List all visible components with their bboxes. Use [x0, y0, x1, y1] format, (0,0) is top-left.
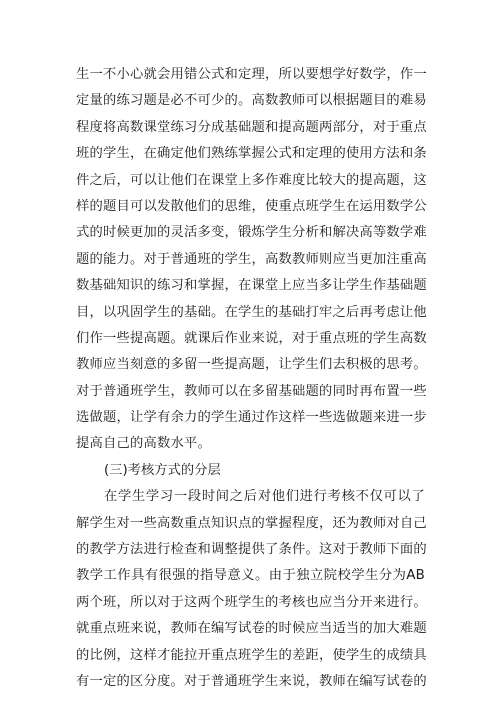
text-line: 提高自己的高数水平。 — [76, 436, 211, 452]
paragraph-exercise-layering — [76, 62, 425, 458]
text-line: 目，以巩固学生的基础。在学生的基础打牢之后再考虑让他 — [76, 304, 427, 320]
text-line: 教师应当刻意的多留一些提高题，让学生们去积极的思考。 — [76, 357, 427, 373]
text-line: 件之后，可以让他们在课堂上多作难度比较大的提高题，这 — [76, 172, 427, 188]
paragraph-assessment-layering — [76, 484, 425, 695]
text-line: 们作一些提高题。就课后作业来说，对于重点班的学生高数 — [76, 330, 427, 346]
text-line: 的教学方法进行检查和调整提供了条件。这对于教师下面的 — [76, 542, 427, 558]
text-line: 定量的练习题是必不可少的。高数教师可以根据题目的难易 — [76, 93, 427, 109]
text-line: 样的题目可以发散他们的思维，使重点班学生在运用数学公 — [76, 198, 427, 214]
document-page — [76, 62, 425, 695]
text-line: 解学生对一些高数重点知识点的掌握程度，还为教师对自己 — [76, 515, 427, 531]
text-line: 有一定的区分度。对于普通班学生来说，教师在编写试卷的 — [76, 673, 427, 689]
section-heading: (三)考核方式的分层 — [104, 462, 221, 478]
text-line: 在学生学习一段时间之后对他们进行考核不仅可以了 — [76, 489, 425, 505]
text-line: 对于普通班学生，教师可以在多留基础题的同时再布置一些 — [76, 383, 427, 399]
text-line: 的比例，这样才能拉开重点班学生的差距，使学生的成绩具 — [76, 647, 427, 663]
text-line: 生一不小心就会用错公式和定理，所以要想学好数学，作一 — [76, 67, 427, 82]
text-line: 题的能力。对于普通班的学生，高数教师则应当更加注重高 — [76, 251, 427, 267]
text-line: 程度将高数课堂练习分成基础题和提高题两部分，对于重点 — [76, 119, 427, 135]
text-line: 教学工作具有很强的指导意义。由于独立院校学生分为AB — [76, 568, 425, 584]
text-line: 班的学生，在确定他们熟练掌握公式和定理的使用方法和条 — [76, 146, 427, 162]
text-line: 式的时候更加的灵活多变，锻炼学生分析和解决高等数学难 — [76, 225, 427, 241]
text-line: 就重点班来说，教师在编写试卷的时候应当适当的加大难题 — [76, 621, 427, 637]
text-line: 两个班，所以对于这两个班学生的考核也应当分开来进行。 — [76, 594, 427, 610]
text-line: 选做题，让学有余力的学生通过作这样一些选做题来进一步 — [76, 410, 427, 426]
text-line: 数基础知识的练习和掌握，在课堂上应当多让学生作基础题 — [76, 278, 427, 294]
